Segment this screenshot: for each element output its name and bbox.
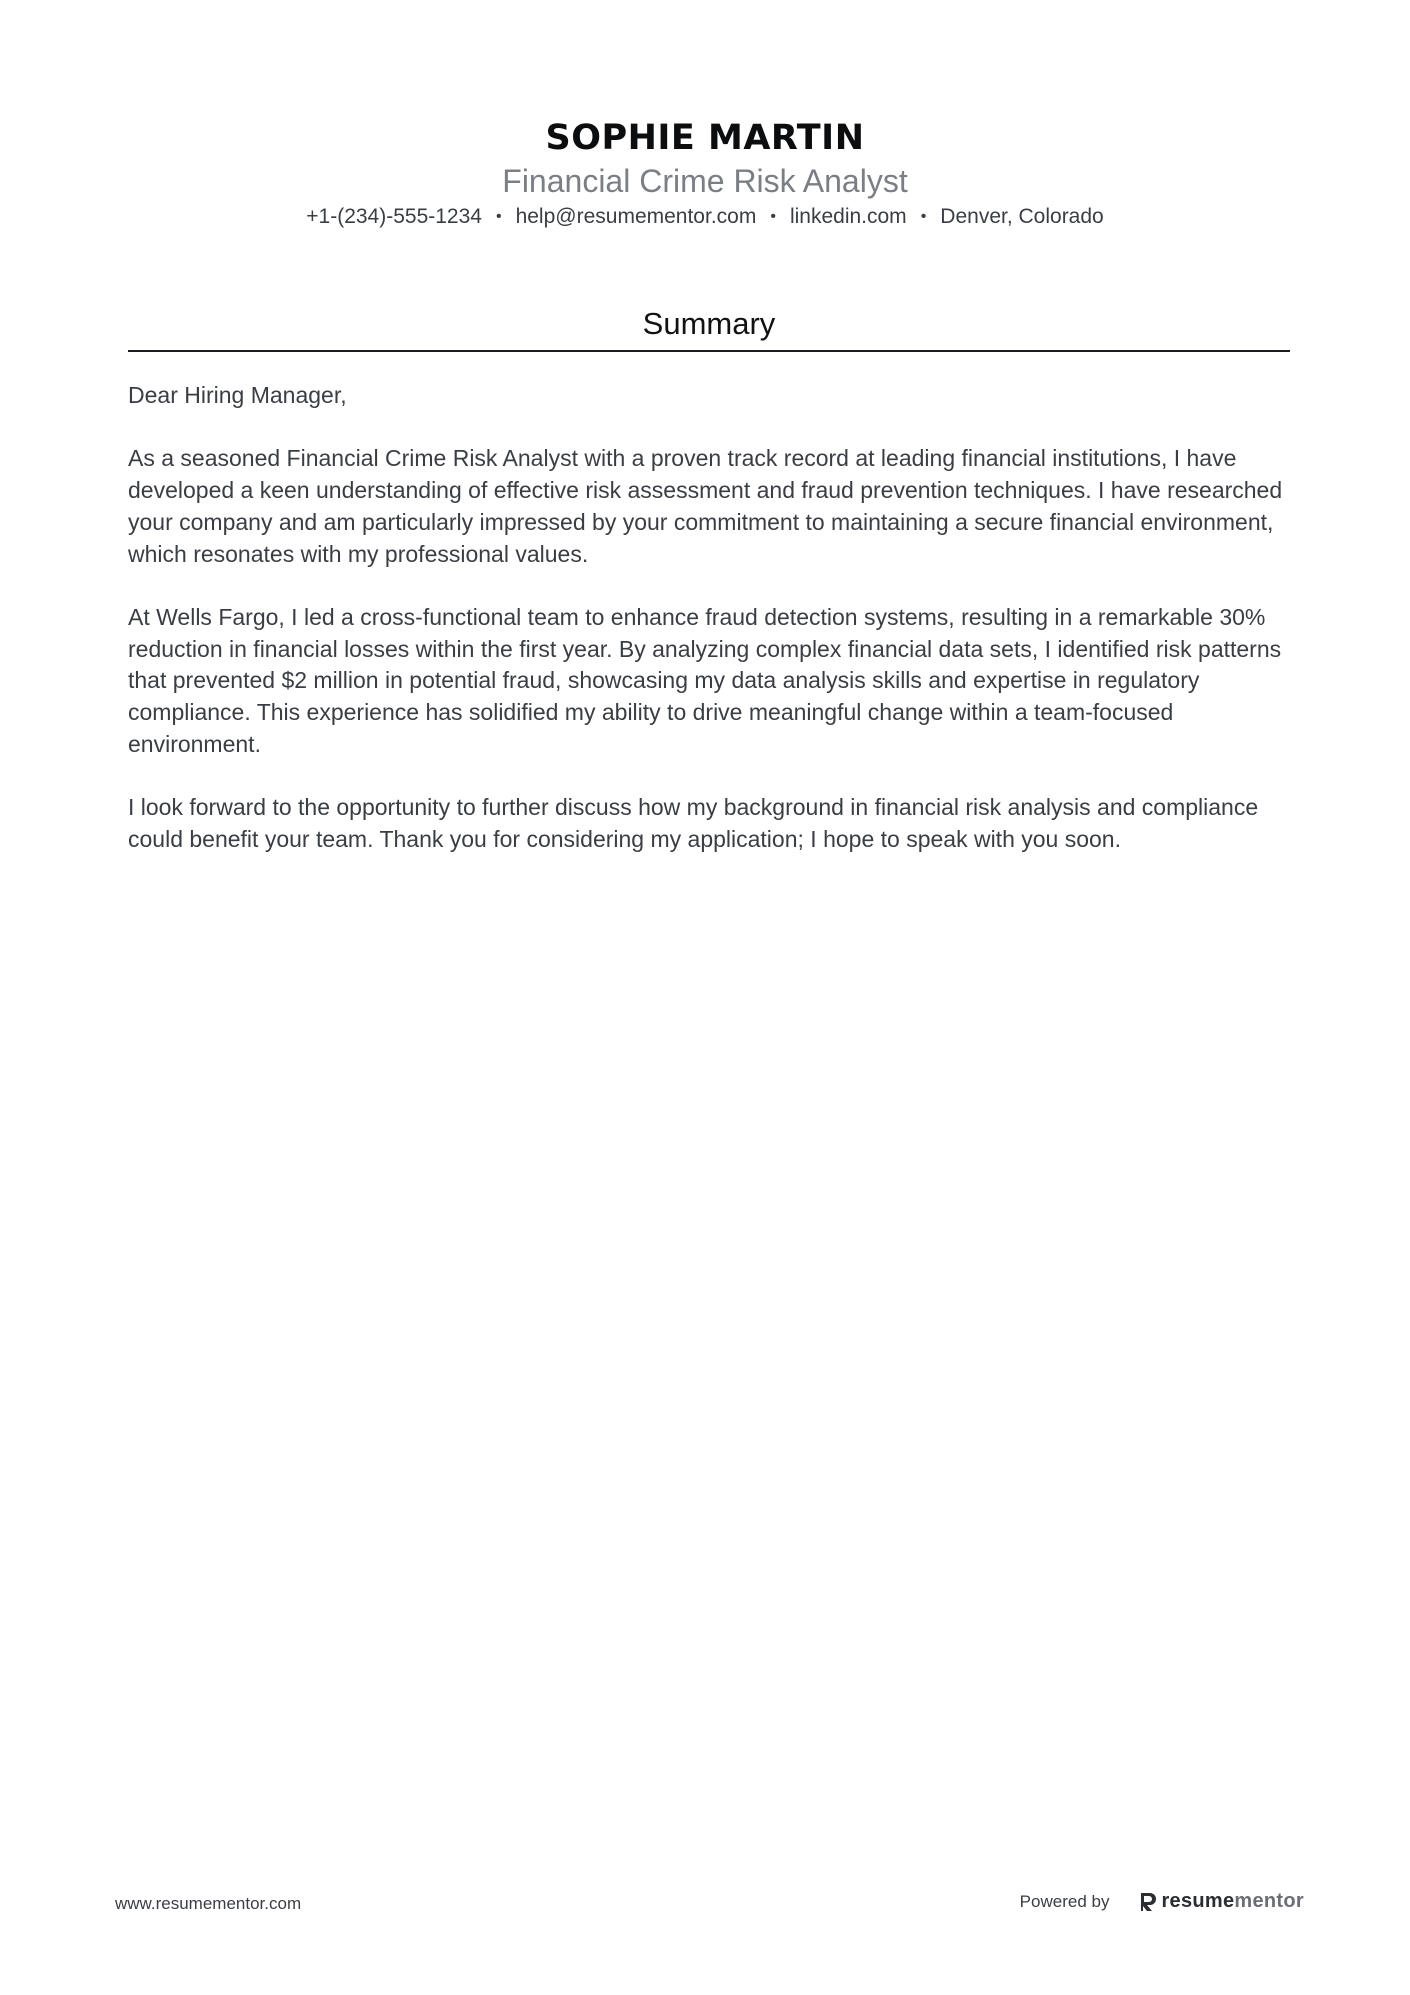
contact-website: linkedin.com — [789, 205, 907, 228]
letter-greeting: Dear Hiring Manager, — [128, 382, 347, 408]
letter-paragraph-1: As a seasoned Financial Crime Risk Analyst with a proven track record at leading financial institutions, I have developed a keen understanding of effective risk assessment and fraud prevention techniques. I have researched your company and am particularly impressed by your commitment to maintaining a secure financial environment, which resonates with my professional values. — [128, 445, 1283, 567]
contact-separator: • — [770, 208, 776, 225]
resumementor-logo-icon — [1139, 1892, 1157, 1912]
brand-name-part1: resume — [1161, 1890, 1235, 1912]
contact-location: Denver, Colorado — [940, 205, 1104, 228]
footer-website: www.resumementor.com — [115, 1894, 302, 1913]
section-heading-summary: Summary — [642, 306, 776, 341]
section-divider — [128, 350, 1290, 352]
candidate-name: SOPHIE MARTIN — [545, 118, 865, 158]
letter-paragraph-2: At Wells Fargo, I led a cross-functional team to enhance fraud detection systems, resulting in a remarkable 30% reduction in financial losses within the first year. By analyzing complex financial data sets, I identified risk patterns that prevented $2 million in potential fraud, showcasing my data analysis skills and expertise in regulatory compliance. This experience has solidified my ability to drive meaningful change within a team-focused environment. — [128, 603, 1282, 757]
header — [0, 112, 1410, 234]
job-title: Financial Crime Risk Analyst — [502, 163, 908, 199]
footer-powered-by — [1020, 1890, 1304, 1913]
letter-body — [128, 380, 1290, 887]
powered-by-label: Powered by — [1019, 1891, 1110, 1911]
contact-separator: • — [920, 208, 927, 225]
contact-line — [0, 202, 1410, 234]
contact-email: help@resumementor.com — [515, 205, 757, 228]
contact-phone: +1-(234)-555-1234 — [306, 205, 482, 228]
contact-separator: • — [495, 208, 502, 225]
brand-name-part2: mentor — [1234, 1890, 1304, 1912]
brand-logo — [1139, 1890, 1304, 1913]
letter-paragraph-3: I look forward to the opportunity to further discuss how my background in financial risk analysis and compliance could benefit your team. Thank you for considering my application; I hope to speak with you soon. — [128, 794, 1259, 852]
